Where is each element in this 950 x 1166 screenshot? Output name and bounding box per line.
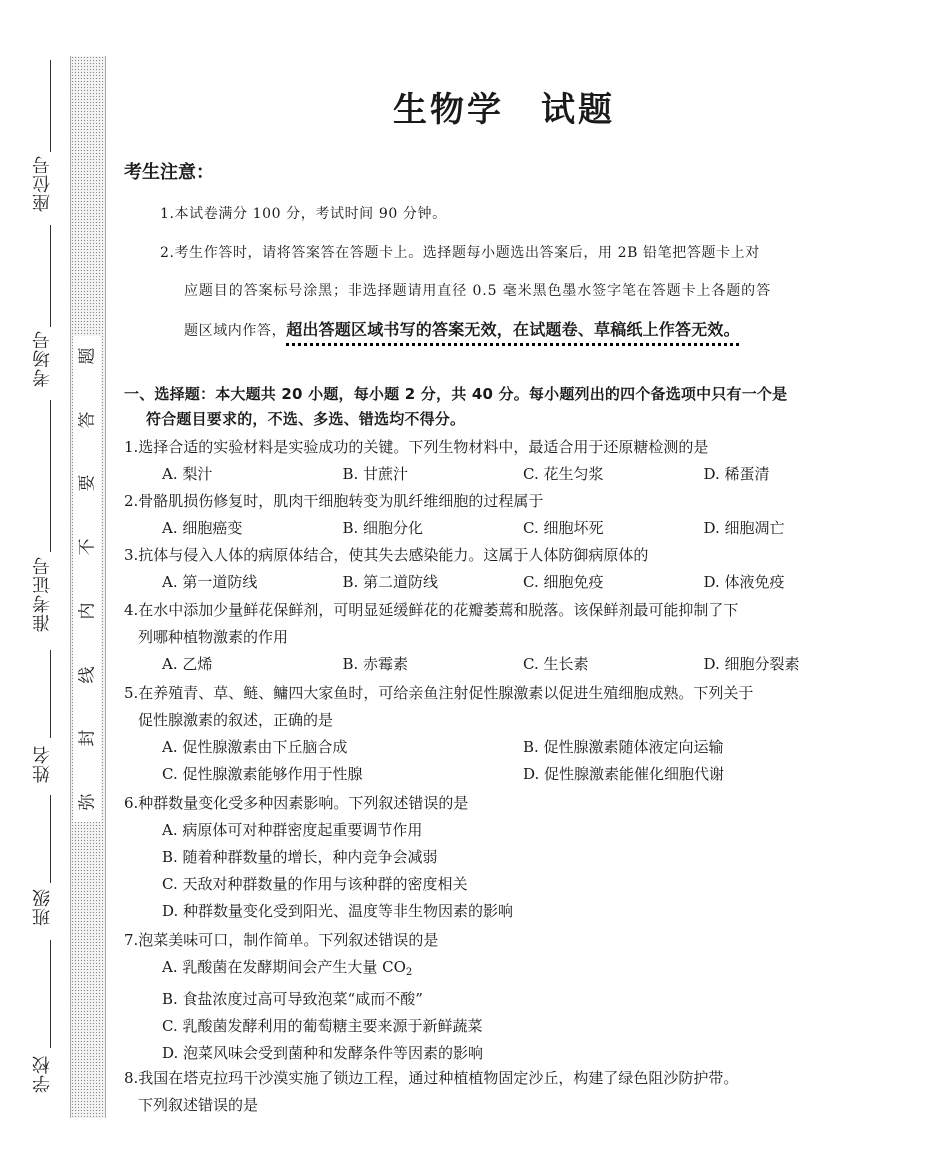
notice-item-2-line-3	[184, 317, 740, 340]
seal-char: 内	[77, 602, 97, 620]
question-1	[124, 434, 884, 488]
option-text: A. 乳酸菌在发酵期间会产生大量 CO	[162, 958, 406, 976]
options-row	[124, 651, 884, 678]
school-label: 学校	[32, 1055, 53, 1093]
option: B. 赤霉素	[342, 655, 409, 673]
seal-char: 封	[77, 729, 97, 747]
option: A. 梨汁	[162, 465, 213, 483]
notice-heading: 考生注意：	[124, 162, 214, 183]
question-stem: 1.选择合适的实验材料是实验成功的关键。下列生物材料中，最适合用于还原糖检测的是	[124, 438, 709, 456]
name-label: 姓名	[32, 745, 53, 783]
seal-char: 题	[77, 347, 97, 365]
name-fill-line	[50, 650, 51, 738]
section-heading-line-1: 一、选择题：本大题共 20 小题，每小题 2 分，共 40 分。每小题列出的四个备选项中只有一个是	[124, 385, 788, 403]
question-stem: 2.骨骼肌损伤修复时，肌肉干细胞转变为肌纤维细胞的过程属于	[124, 492, 544, 510]
option-subscript: 2	[405, 967, 413, 978]
seat-no-label: 座位号	[32, 155, 53, 212]
option: D. 促性腺激素能催化细胞代谢	[523, 765, 725, 783]
seal-char: 要	[77, 474, 97, 492]
school-fill-line	[50, 940, 51, 1048]
question-stem: 3.抗体与侵入人体的病原体结合，使其失去感染能力。这属于人体防御病原体的	[124, 546, 649, 564]
option: B. 随着种群数量的增长，种内竞争会减弱	[162, 848, 438, 866]
question-stem: 4.在水中添加少量鲜花保鲜剂，可明显延缓鲜花的花瓣萎蔫和脱落。该保鲜剂最可能抑制了下	[124, 601, 739, 619]
notice-emphasis: 超出答题区域书写的答案无效，在试题卷、草稿纸上作答无效。	[286, 320, 740, 339]
notice-item-2-line-2: 应题目的答案标号涂黑；非选择题请用直径 0.5 毫米黑色墨水签字笔在答题卡上各题的答	[184, 283, 771, 299]
option: B. 食盐浓度过高可导致泡菜“咸而不酸”	[162, 990, 423, 1008]
question-stem: 5.在养殖青、草、鲢、鳙四大家鱼时，可给亲鱼注射促性腺激素以促进生殖细胞成熟。下列关于	[124, 684, 754, 702]
option: C. 细胞免疫	[523, 573, 604, 591]
option: B. 甘蔗汁	[342, 465, 409, 483]
seal-char: 不	[77, 538, 97, 556]
exam-room-label: 考场号	[32, 330, 53, 387]
question-5	[124, 680, 884, 788]
question-stem-continued: 列哪种植物激素的作用	[138, 628, 289, 646]
option: B. 第二道防线	[342, 573, 439, 591]
admission-no-label: 准考证号	[32, 556, 53, 632]
seal-char: 线	[77, 666, 97, 684]
option: D. 稀蛋清	[703, 465, 770, 483]
notice-item-2-line-3-prefix: 题区域内作答，	[184, 323, 287, 339]
option: B. 促性腺激素随体液定向运输	[523, 738, 724, 756]
option: D. 细胞凋亡	[703, 519, 785, 537]
question-stem-continued: 下列叙述错误的是	[138, 1096, 259, 1114]
option: C. 细胞坏死	[523, 519, 604, 537]
question-stem: 8.我国在塔克拉玛干沙漠实施了锁边工程，通过种植植物固定沙丘，构建了绿色阻沙防护带。	[124, 1069, 739, 1087]
question-stem-continued: 促性腺激素的叙述，正确的是	[138, 711, 334, 729]
notice-item-1: 1.本试卷满分 100 分，考试时间 90 分钟。	[160, 206, 447, 222]
option: D. 泡菜风味会受到菌种和发酵条件等因素的影响	[162, 1044, 484, 1062]
admission-no-fill-line	[50, 400, 51, 552]
question-stem: 6.种群数量变化受多种因素影响。下列叙述错误的是	[124, 794, 469, 812]
question-stem: 7.泡菜美味可口，制作简单。下列叙述错误的是	[124, 931, 439, 949]
option: C. 生长素	[523, 655, 589, 673]
option: C. 促性腺激素能够作用于性腺	[162, 765, 363, 783]
option	[124, 954, 884, 986]
seal-char: 弥	[77, 793, 97, 811]
option: D. 体液免疫	[703, 573, 785, 591]
option: A. 促性腺激素由下丘脑合成	[162, 738, 348, 756]
binding-margin	[0, 0, 110, 1166]
question-2	[124, 488, 884, 542]
option: C. 乳酸菌发酵利用的葡萄糖主要来源于新鲜蔬菜	[162, 1017, 483, 1035]
question-7	[124, 927, 884, 1067]
section-heading	[124, 382, 884, 432]
seal-notice	[73, 336, 101, 822]
option: A. 乙烯	[162, 655, 213, 673]
question-3	[124, 542, 884, 596]
seal-char: 答	[77, 411, 97, 429]
question-6	[124, 790, 884, 925]
option: D. 细胞分裂素	[703, 655, 800, 673]
question-4	[124, 597, 884, 678]
class-label: 班级	[32, 888, 53, 926]
options-row	[124, 461, 884, 488]
exam-room-fill-line	[50, 225, 51, 327]
class-fill-line	[50, 795, 51, 883]
section-heading-line-2: 符合题目要求的，不选、多选、错选均不得分。	[146, 410, 466, 428]
seat-no-fill-line	[50, 60, 51, 152]
option: C. 花生匀浆	[523, 465, 604, 483]
option: A. 细胞癌变	[162, 519, 243, 537]
options-row	[124, 515, 884, 542]
option: A. 第一道防线	[162, 573, 258, 591]
option: C. 天敌对种群数量的作用与该种群的密度相关	[162, 875, 468, 893]
page-title: 生物学 试题	[393, 90, 615, 130]
option: D. 种群数量变化受到阳光、温度等非生物因素的影响	[162, 902, 514, 920]
option: A. 病原体可对种群密度起重要调节作用	[162, 821, 423, 839]
option: B. 细胞分化	[342, 519, 424, 537]
options-row	[124, 734, 884, 761]
question-8	[124, 1065, 884, 1119]
notice-item-2-line-1: 2.考生作答时，请将答案答在答题卡上。选择题每小题选出答案后，用 2B 铅笔把答题卡上对	[160, 245, 760, 261]
options-row	[124, 569, 884, 596]
options-row	[124, 761, 884, 788]
